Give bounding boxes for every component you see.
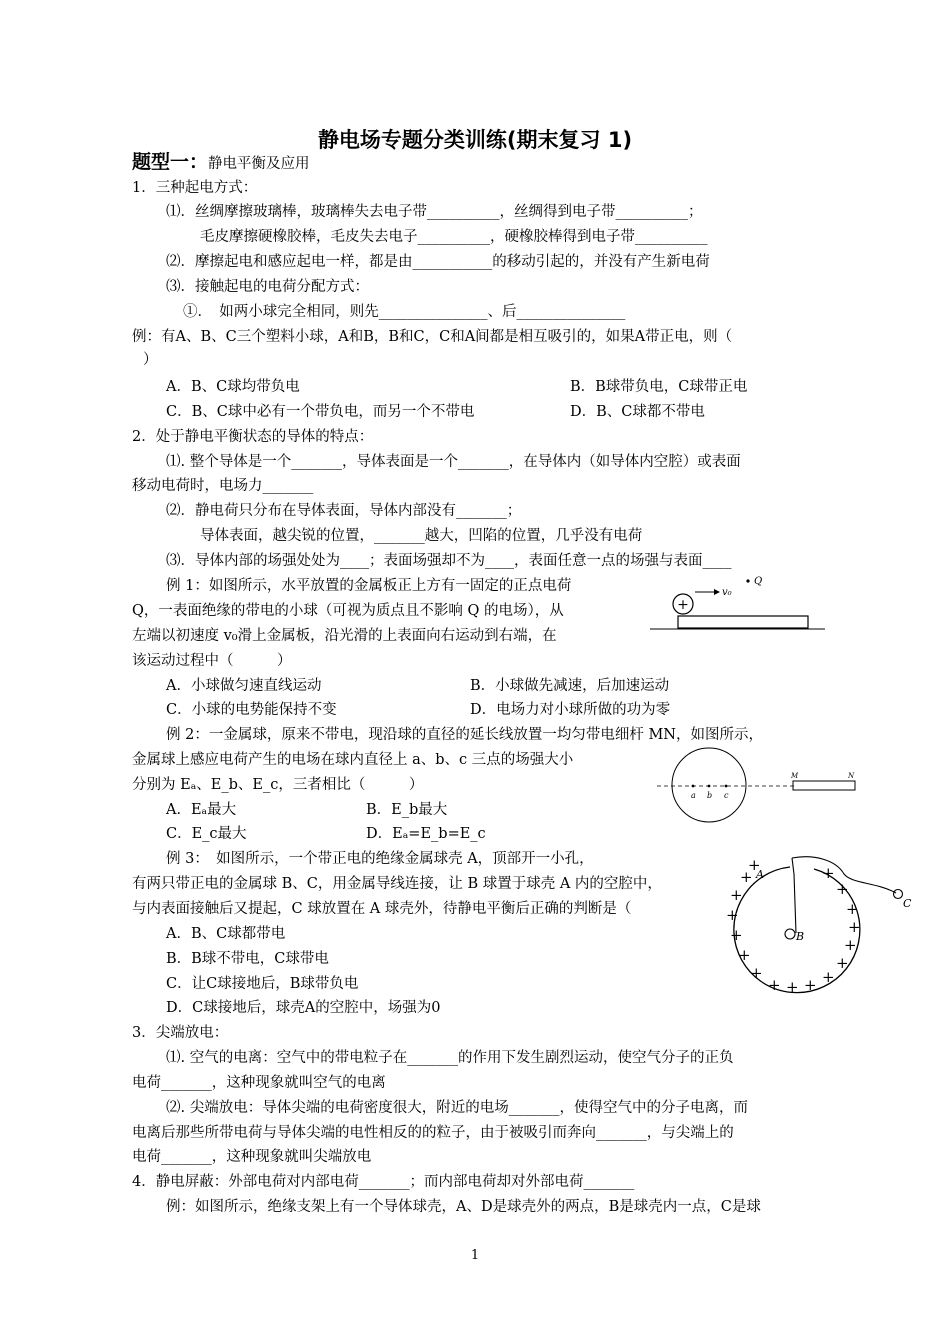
figure-metal-sphere bbox=[655, 745, 860, 827]
point-charge bbox=[746, 579, 749, 582]
label-n: N bbox=[848, 772, 855, 780]
section-heading bbox=[132, 152, 310, 174]
section-subtitle: 静电平衡及应用 bbox=[208, 156, 310, 172]
point-a bbox=[692, 785, 695, 788]
option-d: D．B、C球都不带电 bbox=[570, 404, 705, 420]
text-line: 分别为 Eₐ、E_b、E_c，三者相比（ ） bbox=[132, 777, 424, 793]
text-line: 移动电荷时，电场力_______ bbox=[132, 478, 314, 494]
text-line: 与内表面接触后又提起，C 球放置在 A 球壳外，待静电平衡后正确的判断是（ bbox=[132, 901, 632, 917]
metal-plate bbox=[678, 616, 808, 628]
figure-metal-plate bbox=[650, 568, 830, 634]
option-b: B．B球不带电，C球带电 bbox=[166, 951, 329, 967]
option-a: A．小球做匀速直线运动 bbox=[166, 678, 322, 694]
plus-charge: + bbox=[730, 886, 743, 904]
option-c: C．B、C球中必有一个带负电，而另一个不带电 bbox=[166, 404, 475, 420]
plus-charge: + bbox=[804, 976, 817, 994]
charge-label: Q bbox=[754, 576, 763, 587]
plus-charge: + bbox=[844, 936, 857, 954]
label-c: c bbox=[724, 791, 729, 800]
text-line: 毛皮摩擦硬橡胶棒，毛皮失去电子__________，硬橡胶棒得到电子带__________ bbox=[200, 229, 708, 245]
text-line: 例：如图所示，绝缘支架上有一个导体球壳，A、D是球壳外的两点，B是球壳内一点，C是球 bbox=[166, 1199, 761, 1215]
text-line: 4．静电屏蔽：外部电荷对内部电荷_______；而内部电荷却对外部电荷_______ bbox=[132, 1174, 635, 1190]
label-a: a bbox=[691, 791, 696, 800]
point-c bbox=[725, 785, 728, 788]
ball-b bbox=[785, 929, 795, 939]
charged-rod bbox=[793, 781, 855, 790]
option-b: B．E_b最大 bbox=[366, 802, 448, 818]
text-line: 左端以初速度 v₀滑上金属板，沿光滑的上表面向右运动到右端，在 bbox=[132, 628, 557, 644]
inner-wire bbox=[792, 858, 796, 933]
point-b bbox=[708, 785, 711, 788]
label-a: A bbox=[756, 868, 764, 881]
plus-charge: + bbox=[738, 946, 751, 964]
plus-charge: + bbox=[836, 954, 849, 972]
text-line: ⑵．静电荷只分布在导体表面，导体内部没有_______； bbox=[166, 503, 522, 519]
text-line: ⑴. 整个导体是一个_______，导体表面是一个_______，在导体内（如导体内空腔）或表面 bbox=[166, 454, 741, 470]
label-b: B bbox=[796, 930, 805, 943]
text-line: 例 1：如图所示，水平放置的金属板正上方有一固定的正点电荷 bbox=[166, 578, 572, 594]
text-line: 有两只带正电的金属球 B、C，用金属导线连接，让 B 球置于球壳 A 内的空腔中， bbox=[132, 876, 662, 892]
plus-charge: + bbox=[848, 918, 861, 936]
plus-charge: + bbox=[768, 976, 781, 994]
text-line: 例 3： 如图所示，一个带正电的绝缘金属球壳 A，顶部开一小孔， bbox=[166, 851, 594, 867]
page-title: 静电场专题分类训练(期末复习 1) bbox=[317, 128, 633, 152]
option-c: C．小球的电势能保持不变 bbox=[166, 702, 337, 718]
text-line: 电荷_______，这种现象就叫尖端放电 bbox=[132, 1149, 372, 1165]
text-line: 金属球上感应电荷产生的电场在球内直径上 a、b、c 三点的场强大小 bbox=[132, 752, 574, 768]
label-c: C bbox=[903, 897, 912, 910]
plus-charge: + bbox=[822, 864, 835, 882]
option-d: D．电场力对小球所做的功为零 bbox=[470, 702, 671, 718]
text-line: ⑴. 空气的电离：空气中的带电粒子在_______的作用下发生剧烈运动，使空气分子的正负 bbox=[166, 1050, 734, 1066]
ball-charge-sign: + bbox=[677, 597, 689, 613]
plus-charge: + bbox=[730, 926, 743, 944]
velocity-arrowhead bbox=[714, 589, 720, 595]
section-label: 题型一： bbox=[132, 151, 209, 173]
text-line: 该运动过程中（ ） bbox=[132, 653, 292, 669]
text-line: ） bbox=[143, 352, 158, 368]
option-c: C．让C球接地后，B球带负电 bbox=[166, 976, 359, 992]
text-line: ⑴．丝绸摩擦玻璃棒，玻璃棒失去电子带__________，丝绸得到电子带__________； bbox=[166, 204, 703, 220]
text-line: ①． 如两小球完全相同，则先_______________、后_______________ bbox=[183, 304, 626, 320]
label-m: M bbox=[791, 772, 799, 780]
option-b: B．B球带负电，C球带正电 bbox=[570, 379, 748, 395]
label-b: b bbox=[707, 791, 713, 800]
text-line: 电荷_______，这种现象就叫空气的电离 bbox=[132, 1075, 386, 1091]
text-line: Q，一表面绝缘的带电的小球（可视为质点且不影响 Q 的电场），从 bbox=[132, 603, 564, 619]
plus-charge: + bbox=[740, 868, 753, 886]
option-a: A．B、C球都带电 bbox=[166, 926, 286, 942]
text-line: 1．三种起电方式： bbox=[132, 180, 258, 196]
plus-charge: + bbox=[750, 964, 763, 982]
plus-charge: + bbox=[836, 880, 849, 898]
text-line: ⑶．导体内部的场强处处为____；表面场强却不为____，表面任意一点的场强与表面____ bbox=[166, 553, 732, 569]
text-line: ⑵. 尖端放电：导体尖端的电荷密度很大，附近的电场_______，使得空气中的分子电离，而 bbox=[166, 1100, 748, 1116]
option-d: D．C球接地后，球壳A的空腔中，场强为0 bbox=[166, 1000, 441, 1016]
text-line: 导体表面，越尖锐的位置，_______越大，凹陷的位置，几乎没有电荷 bbox=[200, 528, 643, 544]
ball-c bbox=[894, 890, 903, 899]
option-a: A．Eₐ最大 bbox=[166, 802, 237, 818]
text-line: 2．处于静电平衡状态的导体的特点： bbox=[132, 429, 374, 445]
page-number: 1 bbox=[470, 1248, 480, 1263]
option-a: A．B、C球均带负电 bbox=[166, 379, 300, 395]
option-c: C．E_c最大 bbox=[166, 826, 247, 842]
velocity-label: v₀ bbox=[722, 587, 732, 598]
plus-charge: + bbox=[748, 856, 761, 874]
plus-charge: + bbox=[726, 906, 739, 924]
text-line: 3．尖端放电： bbox=[132, 1025, 229, 1041]
option-b: B．小球做先减速，后加速运动 bbox=[470, 678, 670, 694]
text-line: 电离后那些所带电荷与导体尖端的电性相反的的粒子，由于被吸引而奔向_______，与尖端上的 bbox=[132, 1125, 734, 1141]
text-line: 例：有A、B、C三个塑料小球，A和B，B和C，C和A间都是相互吸引的，如果A带正电，则（ bbox=[132, 329, 733, 345]
option-d: D．Eₐ=E_b=E_c bbox=[366, 826, 486, 842]
figure-charged-shell bbox=[718, 848, 918, 1008]
plus-charge: + bbox=[822, 968, 835, 986]
text-line: 例 2：一金属球，原来不带电，现沿球的直径的延长线放置一均匀带电细杆 MN，如图所示， bbox=[166, 727, 763, 743]
plus-charge: + bbox=[846, 900, 859, 918]
text-line: ⑶．接触起电的电荷分配方式： bbox=[166, 279, 369, 295]
text-line: ⑵．摩擦起电和感应起电一样，都是由___________的移动引起的，并没有产生新电荷 bbox=[166, 254, 710, 270]
plus-charge: + bbox=[786, 978, 799, 996]
